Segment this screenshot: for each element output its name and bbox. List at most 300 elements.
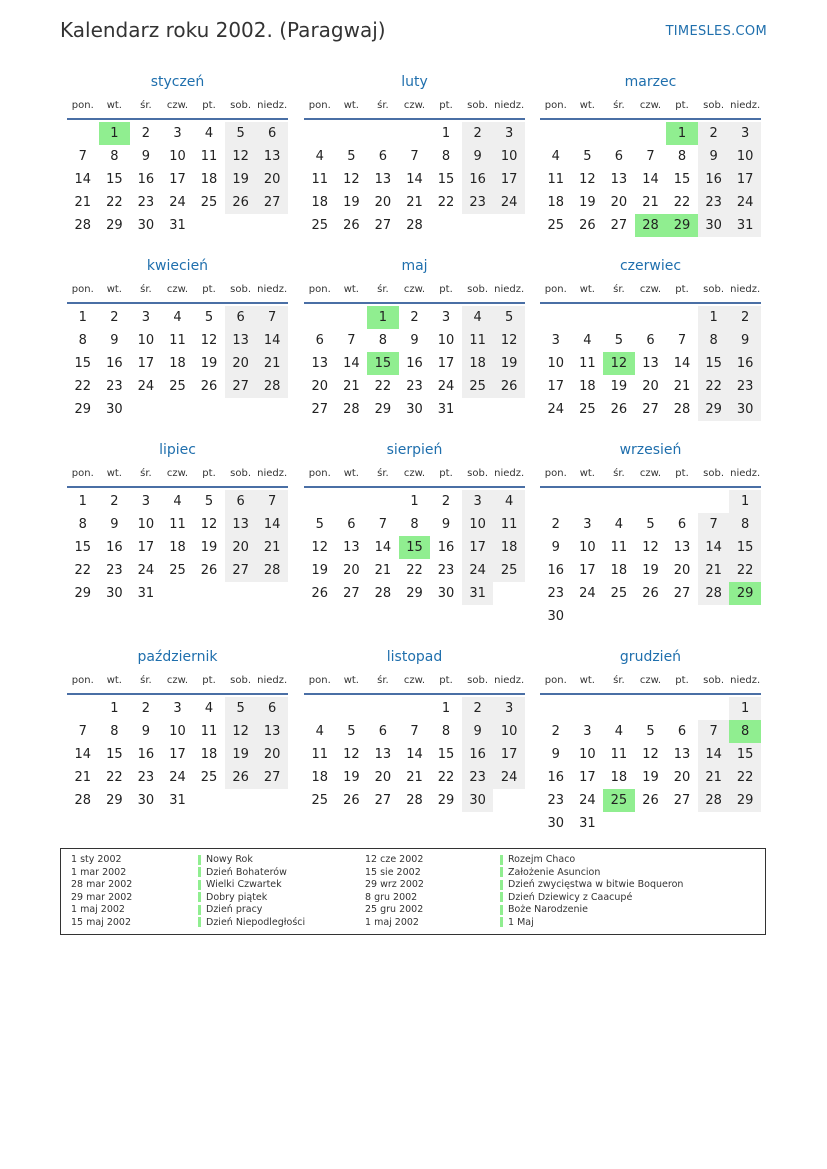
holiday-entry (500, 854, 683, 867)
day-cell: 26 (642, 586, 659, 601)
day-cell: 22 (74, 379, 92, 394)
day-cell: 16 (547, 563, 565, 578)
day-grid (304, 306, 525, 421)
day-cell: 13 (256, 145, 288, 168)
day-cell: 14 (698, 743, 730, 766)
weekday-label: śr. (377, 100, 389, 111)
day-cell: 6 (614, 149, 624, 164)
day-cell: 28 (74, 218, 92, 233)
weekday-label: niedz. (257, 284, 288, 295)
day-cell: 27 (225, 559, 257, 582)
holiday-name: Dzień Niepodległości (206, 916, 306, 928)
day-grid (304, 490, 525, 605)
month-name: sierpień (386, 442, 443, 458)
day-cell: 24 (493, 191, 525, 214)
day-cell: 11 (200, 724, 218, 739)
empty-cell (635, 490, 667, 513)
holiday-marker (500, 905, 503, 915)
day-cell: 20 (642, 379, 659, 394)
day-cell: 21 (74, 770, 92, 785)
holiday-day-cell: 15 (367, 352, 399, 375)
day-cell: 12 (642, 540, 659, 555)
weekday-label: pon. (71, 468, 94, 479)
empty-cell (336, 697, 368, 720)
day-cell: 5 (315, 517, 324, 532)
day-cell: 18 (493, 536, 525, 559)
weekday-label: pt. (202, 100, 216, 111)
day-cell: 15 (673, 172, 691, 187)
day-cell: 17 (493, 168, 525, 191)
weekday-label: śr. (377, 468, 389, 479)
weekday-header (540, 464, 761, 488)
day-cell: 17 (137, 356, 155, 371)
day-grid (304, 122, 525, 237)
day-cell: 20 (256, 168, 288, 191)
legend-dates-column (365, 854, 424, 930)
holiday-date: 8 gru 2002 (365, 891, 418, 903)
day-cell: 16 (698, 168, 730, 191)
day-cell: 11 (311, 172, 329, 187)
empty-cell (603, 697, 635, 720)
weekday-label: śr. (613, 284, 625, 295)
day-cell: 1 (78, 310, 87, 325)
day-cell: 6 (347, 517, 356, 532)
month-name: kwiecień (146, 258, 209, 274)
day-cell: 30 (698, 214, 730, 237)
weekday-label: czw. (403, 284, 426, 295)
day-cell: 6 (315, 333, 324, 348)
holiday-marker (500, 855, 503, 865)
month-8 (540, 440, 761, 628)
weekday-label: wt. (579, 675, 595, 686)
day-cell: 12 (200, 333, 218, 348)
day-cell: 4 (551, 149, 560, 164)
day-cell: 26 (610, 402, 628, 417)
day-cell: 1 (410, 494, 419, 509)
weekday-label: wt. (579, 284, 595, 295)
day-cell: 14 (406, 747, 423, 762)
day-cell: 28 (698, 789, 730, 812)
weekday-label: czw. (166, 468, 189, 479)
day-cell: 22 (106, 195, 123, 210)
day-cell: 10 (137, 517, 155, 532)
holiday-day-cell: 12 (603, 352, 635, 375)
day-cell: 24 (579, 586, 596, 601)
holiday-name: Boże Narodzenie (508, 904, 588, 916)
day-cell: 28 (256, 559, 288, 582)
month-name: marzec (624, 74, 677, 90)
day-cell: 5 (347, 149, 356, 164)
day-cell: 16 (137, 747, 155, 762)
day-cell: 29 (74, 402, 92, 417)
day-cell: 22 (729, 559, 761, 582)
holiday-marker (500, 880, 503, 890)
day-cell: 21 (642, 195, 659, 210)
day-cell: 9 (110, 517, 119, 532)
empty-cell (635, 306, 667, 329)
day-cell: 13 (610, 172, 628, 187)
day-cell: 16 (406, 356, 423, 371)
weekday-label: śr. (140, 100, 152, 111)
day-cell: 18 (610, 770, 628, 785)
day-cell: 29 (106, 793, 123, 808)
day-cell: 13 (225, 329, 257, 352)
day-cell: 20 (225, 536, 257, 559)
day-cell: 28 (406, 793, 423, 808)
day-cell: 23 (547, 586, 565, 601)
legend-names-column (500, 854, 683, 930)
weekday-label: niedz. (257, 468, 288, 479)
weekday-label: pt. (202, 284, 216, 295)
day-cell: 31 (729, 214, 761, 237)
holiday-entry (198, 917, 305, 930)
day-cell: 26 (642, 793, 659, 808)
day-cell: 14 (642, 172, 659, 187)
day-cell: 14 (673, 356, 691, 371)
day-cell: 11 (169, 517, 186, 532)
day-cell: 12 (311, 540, 329, 555)
holiday-entry (198, 904, 305, 917)
month-7 (304, 440, 525, 605)
day-cell: 4 (583, 333, 592, 348)
day-cell: 29 (437, 793, 455, 808)
day-cell: 21 (698, 559, 730, 582)
day-cell: 16 (106, 356, 123, 371)
weekday-label: wt. (579, 100, 595, 111)
day-cell: 20 (673, 563, 691, 578)
holiday-name: Dzień pracy (206, 904, 263, 916)
holiday-day-cell: 29 (666, 214, 698, 237)
day-cell: 8 (441, 724, 451, 739)
month-name: grudzień (619, 649, 682, 665)
day-cell: 13 (673, 747, 691, 762)
day-cell: 18 (579, 379, 596, 394)
holiday-date: 29 wrz 2002 (365, 879, 424, 891)
day-cell: 8 (677, 149, 687, 164)
holiday-marker (198, 905, 201, 915)
day-cell: 23 (106, 379, 123, 394)
day-cell: 7 (256, 306, 288, 329)
empty-cell (698, 697, 730, 720)
weekday-label: czw. (639, 675, 662, 686)
day-cell: 21 (256, 352, 288, 375)
month-name: wrzesień (619, 442, 682, 458)
day-cell: 5 (493, 306, 525, 329)
day-cell: 4 (315, 724, 324, 739)
day-cell: 27 (225, 375, 257, 398)
day-cell: 30 (137, 218, 155, 233)
day-cell: 6 (677, 724, 687, 739)
day-cell: 18 (547, 195, 565, 210)
weekday-header (67, 280, 288, 304)
day-cell: 19 (579, 195, 596, 210)
weekday-header (67, 671, 288, 695)
day-cell: 23 (406, 379, 423, 394)
empty-cell (572, 490, 604, 513)
day-cell: 26 (200, 379, 218, 394)
day-cell: 4 (173, 310, 182, 325)
empty-cell (635, 122, 667, 145)
day-cell: 1 (441, 126, 451, 141)
day-cell: 8 (378, 333, 388, 348)
day-cell: 20 (610, 195, 628, 210)
day-cell: 29 (698, 398, 730, 421)
holiday-date: 25 gru 2002 (365, 904, 424, 916)
day-cell: 12 (343, 172, 360, 187)
weekday-label: pt. (675, 675, 689, 686)
day-cell: 17 (169, 747, 186, 762)
weekday-label: śr. (140, 675, 152, 686)
month-5 (540, 256, 761, 421)
day-cell: 23 (729, 375, 761, 398)
day-cell: 7 (256, 490, 288, 513)
day-cell: 9 (110, 333, 119, 348)
day-cell: 11 (169, 333, 186, 348)
day-cell: 13 (374, 747, 392, 762)
month-2 (540, 72, 761, 237)
day-cell: 2 (110, 310, 119, 325)
holiday-marker (198, 867, 201, 877)
holiday-name: Dzień Bohaterów (206, 866, 287, 878)
day-cell: 30 (729, 398, 761, 421)
weekday-label: niedz. (730, 100, 761, 111)
holiday-legend (60, 848, 766, 935)
day-cell: 1 (78, 494, 87, 509)
day-cell: 17 (462, 536, 494, 559)
day-cell: 16 (437, 540, 455, 555)
day-cell: 2 (410, 310, 419, 325)
holiday-date: 1 sty 2002 (71, 854, 122, 865)
day-cell: 6 (256, 122, 288, 145)
day-cell: 15 (729, 536, 761, 559)
weekday-label: pon. (544, 284, 567, 295)
holiday-date: 1 maj 2002 (365, 916, 419, 928)
weekday-label: pon. (308, 468, 331, 479)
empty-cell (603, 490, 635, 513)
weekday-label: czw. (639, 468, 662, 479)
day-cell: 17 (437, 356, 455, 371)
weekday-label: pon. (544, 468, 567, 479)
holiday-date: 15 maj 2002 (71, 916, 132, 928)
day-cell: 19 (200, 540, 218, 555)
day-cell: 23 (462, 766, 494, 789)
day-cell: 4 (614, 724, 624, 739)
day-cell: 25 (311, 218, 329, 233)
day-cell: 24 (169, 195, 186, 210)
day-cell: 3 (462, 490, 494, 513)
day-cell: 7 (78, 724, 87, 739)
day-cell: 3 (441, 310, 451, 325)
holiday-day-cell: 15 (399, 536, 431, 559)
day-cell: 10 (169, 724, 186, 739)
empty-cell (336, 122, 368, 145)
day-cell: 23 (137, 770, 155, 785)
day-cell: 14 (343, 356, 360, 371)
empty-cell (304, 306, 336, 329)
holiday-marker (198, 880, 201, 890)
day-cell: 31 (462, 582, 494, 605)
holiday-name: Założenie Asuncion (508, 866, 601, 878)
day-cell: 27 (343, 586, 360, 601)
weekday-label: wt. (579, 468, 595, 479)
day-cell: 24 (729, 191, 761, 214)
empty-cell (304, 122, 336, 145)
day-cell: 24 (579, 793, 596, 808)
day-cell: 26 (311, 586, 329, 601)
day-cell: 31 (437, 402, 455, 417)
day-cell: 29 (406, 586, 423, 601)
empty-cell (399, 697, 431, 720)
day-cell: 29 (106, 218, 123, 233)
holiday-name: 1 Maj (508, 916, 534, 928)
day-cell: 23 (437, 563, 455, 578)
day-cell: 3 (141, 494, 151, 509)
day-cell: 25 (462, 375, 494, 398)
weekday-label: czw. (403, 468, 426, 479)
day-cell: 23 (698, 191, 730, 214)
day-cell: 1 (698, 306, 730, 329)
day-cell: 17 (137, 540, 155, 555)
holiday-marker (198, 855, 201, 865)
day-cell: 31 (169, 218, 186, 233)
day-grid (67, 306, 288, 421)
holiday-day-cell: 28 (635, 214, 667, 237)
day-cell: 14 (74, 172, 92, 187)
weekday-label: niedz. (494, 675, 525, 686)
weekday-header (304, 464, 525, 488)
weekday-label: czw. (166, 100, 189, 111)
day-cell: 11 (462, 329, 494, 352)
weekday-label: pt. (439, 100, 453, 111)
weekday-label: niedz. (494, 284, 525, 295)
day-cell: 9 (462, 720, 494, 743)
weekday-label: pt. (202, 468, 216, 479)
day-cell: 4 (315, 149, 324, 164)
day-cell: 28 (698, 582, 730, 605)
day-cell: 14 (74, 747, 92, 762)
day-cell: 21 (343, 379, 360, 394)
empty-cell (666, 490, 698, 513)
day-cell: 2 (462, 122, 494, 145)
day-cell: 22 (673, 195, 691, 210)
day-cell: 23 (462, 191, 494, 214)
day-cell: 11 (200, 149, 218, 164)
day-cell: 1 (729, 697, 761, 720)
day-cell: 20 (374, 770, 392, 785)
day-cell: 24 (493, 766, 525, 789)
day-cell: 11 (610, 747, 628, 762)
month-name: czerwiec (619, 258, 682, 274)
day-cell: 17 (579, 563, 596, 578)
weekday-label: czw. (639, 284, 662, 295)
holiday-name: Dzień zwycięstwa w bitwie Boqueron (508, 879, 684, 891)
day-cell: 24 (547, 402, 565, 417)
day-cell: 26 (343, 793, 360, 808)
weekday-label: czw. (639, 100, 662, 111)
site-link[interactable]: TIMESLES.COM (665, 24, 767, 39)
empty-cell (367, 490, 399, 513)
day-cell: 3 (173, 126, 182, 141)
empty-cell (540, 697, 572, 720)
day-cell: 25 (493, 559, 525, 582)
legend-names-column (198, 854, 305, 930)
day-cell: 11 (579, 356, 596, 371)
day-cell: 20 (343, 563, 360, 578)
empty-cell (572, 122, 604, 145)
holiday-name: Rozejm Chaco (508, 854, 576, 865)
day-cell: 17 (579, 770, 596, 785)
day-cell: 8 (441, 149, 451, 164)
day-grid (67, 697, 288, 812)
weekday-label: pon. (71, 284, 94, 295)
holiday-date: 28 mar 2002 (71, 879, 133, 891)
day-cell: 21 (256, 536, 288, 559)
weekday-label: pt. (439, 675, 453, 686)
day-cell: 5 (347, 724, 356, 739)
day-cell: 19 (343, 770, 360, 785)
weekday-label: pon. (71, 100, 94, 111)
day-cell: 14 (256, 329, 288, 352)
day-cell: 27 (256, 191, 288, 214)
weekday-label: wt. (106, 675, 122, 686)
day-cell: 6 (677, 517, 687, 532)
day-cell: 29 (729, 789, 761, 812)
day-cell: 7 (410, 724, 419, 739)
weekday-label: śr. (140, 468, 152, 479)
weekday-label: sob. (467, 468, 489, 479)
day-cell: 5 (204, 494, 214, 509)
day-cell: 28 (406, 218, 423, 233)
day-cell: 19 (225, 168, 257, 191)
day-cell: 24 (169, 770, 186, 785)
weekday-header (304, 280, 525, 304)
weekday-label: pon. (71, 675, 94, 686)
day-cell: 2 (110, 494, 119, 509)
weekday-label: śr. (377, 284, 389, 295)
weekday-label: niedz. (494, 468, 525, 479)
weekday-header (304, 671, 525, 695)
day-cell: 17 (729, 168, 761, 191)
weekday-label: wt. (106, 468, 122, 479)
day-cell: 4 (204, 701, 214, 716)
day-cell: 5 (646, 517, 655, 532)
month-3 (67, 256, 288, 421)
day-cell: 5 (225, 122, 257, 145)
holiday-entry (500, 892, 683, 905)
weekday-label: sob. (703, 284, 725, 295)
day-cell: 15 (729, 743, 761, 766)
day-cell: 4 (173, 494, 182, 509)
empty-cell (67, 122, 99, 145)
weekday-label: pon. (308, 675, 331, 686)
day-cell: 14 (374, 540, 392, 555)
month-name: październik (137, 649, 218, 665)
day-cell: 7 (698, 513, 730, 536)
holiday-entry (500, 879, 683, 892)
day-cell: 20 (256, 743, 288, 766)
day-cell: 3 (583, 517, 592, 532)
day-cell: 2 (551, 724, 560, 739)
weekday-label: sob. (703, 100, 725, 111)
day-grid (304, 697, 525, 812)
holiday-date: 1 mar 2002 (71, 866, 127, 878)
empty-cell (698, 490, 730, 513)
month-9 (67, 647, 288, 812)
day-cell: 16 (462, 743, 494, 766)
day-cell: 18 (200, 172, 218, 187)
empty-cell (540, 122, 572, 145)
day-cell: 19 (225, 743, 257, 766)
